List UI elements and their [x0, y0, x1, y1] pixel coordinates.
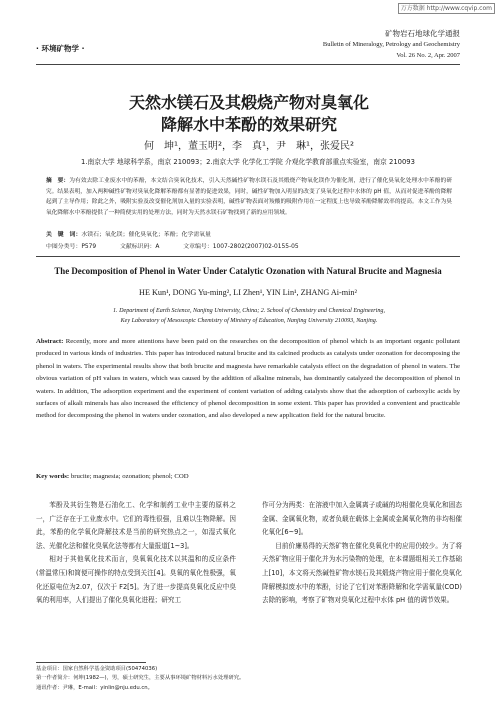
clc-number: 中图分类号：P579	[46, 244, 97, 250]
footnote-fund: 基金项目：国家自然科学基金资助项目(50474036)	[36, 666, 158, 672]
keywords-cn-text: 水镁石；氧化镁；催化臭氧化；苯酚；化学需氧量	[81, 232, 211, 238]
footnote-rule	[36, 662, 146, 663]
abstract-cn-text: 为有效去除工业废水中的苯酚，本文结合臭氧化技术，引入天然碱性矿物水镁石及其煅烧产物氧化镁作为催化剂，进行了催化臭氧化处理水中苯酚的研究。结果表明，加入两种碱性矿物对臭氧化降解苯酚都有显著的促进效果，同时，碱性矿物加入明显的改变了臭氧化过程中水体的 pH 值，从而对促进苯酚的降解起到了主导作用；除此之外，吸附实验及改变催化剂加入量的实验表明，碱性矿物表面对羧酸的吸附作用在一定程度上也导致苯酚降解效率的提高。本文工作为臭氧化降解水中苯酚提供了一种简便实用的处理方法，同时为天然水镁石矿物找到了新的应用领域。	[46, 178, 453, 216]
keywords-en-label: Key words:	[36, 473, 70, 480]
affiliation-cn: 1.南京大学 地球科学系，南京 210093；2.南京大学 化学化工学院 介观化学教育部重点实验室，南京 210093	[81, 158, 415, 166]
abstract-cn-label: 摘 要：	[46, 178, 70, 184]
body-column-right	[262, 499, 462, 608]
body-paragraph: 目前价廉易得的天然矿物在催化臭氧化中的应用仍较少。为了将天然矿物应用于催化并为水污染物的处理，在本课题组相关工作基础上[10]，本文将天然碱性矿物水镁石及其煅烧产物应用于催化臭氧化降解模拟废水中的苯酚，讨论了它们对苯酚降解和化学需氧量(COD)去除的影响，考察了矿物对臭氧化过程中水体 pH 值的调节效果。	[262, 541, 462, 605]
keywords-en	[36, 473, 460, 480]
affiliation-en-line1: 1. Department of Earth Science, Nanjing University, China; 2. School of Chemistry and Chemical Engineering,	[113, 308, 385, 314]
authors-cn: 何 坤¹，董玉明²，李 真¹，尹 琳¹，张爱民²	[143, 141, 355, 152]
journal-name-en: Bulletin of Mineralogy, Petrology and Geochemistry	[322, 41, 460, 48]
title-cn-line2: 降解水中苯酚的效果研究	[160, 115, 337, 134]
abstract-cn	[46, 176, 452, 218]
keywords-cn	[46, 229, 452, 238]
title-cn-line1: 天然水镁石及其煅烧产物对臭氧化	[128, 93, 369, 112]
affiliation-en	[40, 307, 458, 326]
abstract-en	[36, 336, 460, 423]
abstract-en-text: Recently, more and more attentions have been paid on the researches on the decomposition of phenol which is an important organic pollutant produced in various kinds of industries. This paper has introduced natural brucite and its calcined products as catalysts under ozonation for decomposing the phenol in waters. The experimental results show that both brucite and magnesia have remarkable catalysis effect on the degradation of phenol in waters. The obvious variation of pH values in waters, which was caused by the addition of alkaline minerals, has dominantly catalyzed the decomposition of phenol in waters. In addition, The adsorption experiment and the experiment of content variation of adding catalysts show that the adsorption of carboxylic acids by surfaces of alkali minerals has also increased the efficiency of phenol decomposition in some extent. This paper has provided a convenient and practicable method for decomposing the phenol in waters under ozonation, and also developed a new application field for the natural brucite.	[36, 338, 460, 420]
keywords-en-text: brucite; magnesia; ozonation; phenol; COD	[70, 473, 189, 480]
classification-cn	[46, 241, 452, 250]
journal-issue: Vol. 26 No. 2, Apr. 2007	[396, 52, 460, 59]
body-column-left	[36, 499, 236, 608]
body-paragraph: 作可分为两类：在溶液中加入金属离子或碱的均相催化臭氧化和固态金属、金属氧化物，或者负载在载体上金属或金属氧化物的非均相催化氧化[6~9]。	[262, 501, 462, 537]
abstract-en-label: Abstract:	[36, 338, 64, 345]
authors-en: HE Kun¹, DONG Yu-ming², LI Zhen¹, YIN Lin¹, ZHANG Ai-min²	[139, 288, 357, 297]
footnote-contact: 通讯作者：尹琳，E-mail：yinlin@nju.edu.cn。	[36, 684, 153, 691]
keywords-cn-label: 关 键 词：	[46, 232, 82, 238]
footnotes	[36, 665, 460, 693]
affiliation-en-line2: Key Laboratory of Mesoscopic Chemistry of Ministry of Education, Nanjing University 210093, Nanjing.	[120, 317, 378, 324]
title-en: The Decomposition of Phenol in Water Under Catalytic Ozonation with Natural Brucite and Magnesia	[54, 266, 442, 276]
document-code: 文献标识码：A	[120, 244, 160, 250]
watermark: 万方数据 http://www.cqvip.com	[398, 3, 495, 14]
footnote-first-author: 第一作者简介：何坤(1982—)，男，硕士研究生，主要从事环境矿物材料污水处理研究。	[36, 675, 245, 682]
body-paragraph: 苯酚及其衍生物是石油化工、化学和制药工业中主要的原料之一，广泛存在于工业废水中。它们的毒性很强，且难以生物降解。因此，苯酚的化学氧化降解技术是当前的研究热点之一，如湿式氧化法、光催化法和催化臭氧化法等都有大量报道[1~3]。	[36, 501, 236, 550]
column-label: · 环境矿物学 ·	[36, 44, 85, 53]
title-cn	[0, 92, 498, 136]
body-paragraph: 相对于其他氧化技术而言，臭氧氧化技术以其温和的反应条件(常温常压)和简便可操作的特点受到关注[4]。臭氧的氧化性极强，氧化还原电位为2.07，仅次于 F2[5]。为了进一步提高臭氧化反应中臭氧的利用率，人们提出了催化臭氧化进程；研究工	[36, 555, 236, 605]
article-number: 文章编号：1007-2802(2007)02-0155-05	[183, 244, 299, 250]
journal-header	[323, 28, 460, 61]
journal-name-cn: 矿物岩石地球化学通报	[385, 29, 460, 38]
section-rule	[36, 256, 460, 257]
header-rule	[36, 64, 460, 65]
